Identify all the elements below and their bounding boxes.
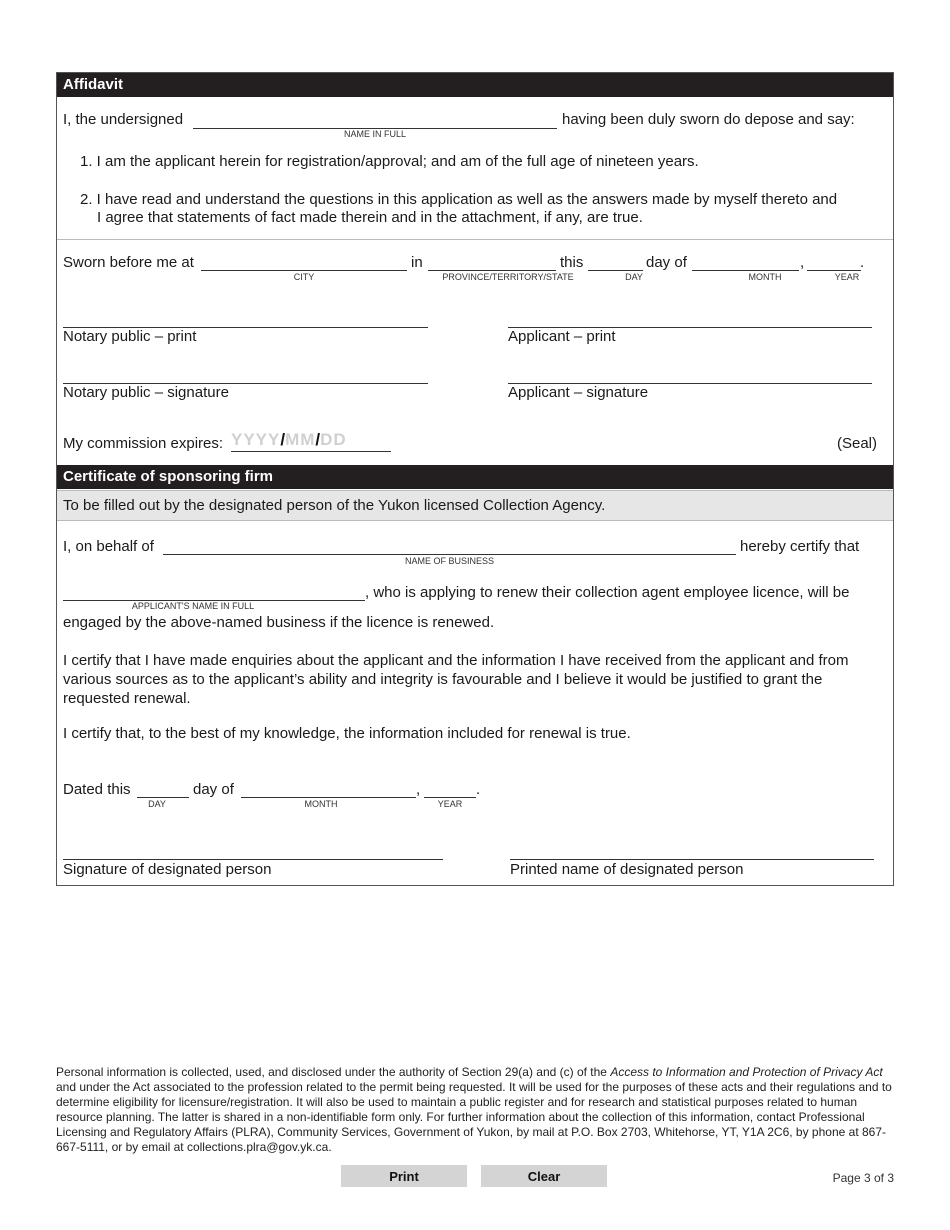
certificate-heading: Certificate of sponsoring firm — [57, 465, 893, 489]
clear-button[interactable]: Clear — [481, 1165, 607, 1187]
behalf-prefix: I, on behalf of — [63, 538, 154, 555]
city-caption: CITY — [293, 272, 315, 282]
behalf-suffix: hereby certify that — [740, 538, 860, 555]
sworn-comma: , — [800, 254, 805, 271]
sworn-day-caption: DAY — [625, 272, 643, 282]
applicant-suffix: , who is applying to renew their collection agent employee licence, will be — [365, 584, 850, 601]
dated-comma: , — [416, 781, 421, 798]
notary-signature-label: Notary public – signature — [63, 384, 229, 401]
section-divider — [57, 239, 893, 240]
sworn-year-field[interactable] — [807, 270, 861, 271]
business-name-field[interactable] — [163, 554, 736, 555]
instruction-bar — [57, 490, 893, 521]
dated-day-field[interactable] — [137, 797, 189, 798]
sworn-month-caption: MONTH — [748, 272, 782, 282]
province-field[interactable] — [428, 270, 556, 271]
commission-label: My commission expires: — [63, 435, 224, 452]
applicant-name-caption: APPLICANT'S NAME IN FULL — [131, 601, 255, 611]
print-button[interactable]: Print — [341, 1165, 467, 1187]
sworn-prefix: Sworn before me at — [63, 254, 194, 271]
applicant-signature-label: Applicant – signature — [508, 384, 649, 401]
affidavit-item-1: 1. I am the applicant herein for registration/approval; and am of the full age of nineteen years. — [80, 153, 699, 170]
date-slash: / — [315, 430, 321, 449]
dated-year-field[interactable] — [424, 797, 476, 798]
city-field[interactable] — [201, 270, 407, 271]
seal-label: (Seal) — [837, 435, 878, 452]
name-in-full-caption: NAME IN FULL — [343, 129, 406, 139]
commission-date-input[interactable] — [231, 430, 391, 452]
dated-month-field[interactable] — [241, 797, 416, 798]
designated-printed-name-label: Printed name of designated person — [510, 861, 744, 878]
dated-prefix: Dated this — [63, 781, 131, 798]
affidavit-heading: Affidavit — [57, 73, 893, 97]
date-slash: / — [280, 430, 286, 449]
undersigned-prefix: I, the undersigned — [63, 111, 184, 128]
knowledge-statement: I certify that, to the best of my knowledge, the information included for renewal is true. — [63, 725, 631, 742]
sworn-month-field[interactable] — [692, 270, 799, 271]
enquiries-paragraph: I certify that I have made enquiries about the applicant and the information I have received from the applicant and from various sources as to the applicant’s ability and integrity is favourable and I believe it would be justified to grant the requested renewal. — [63, 652, 849, 707]
dated-day-of: day of — [193, 781, 234, 798]
commission-mm-placeholder: MM — [285, 430, 316, 449]
dated-year-caption: YEAR — [437, 799, 463, 809]
sworn-day-field[interactable] — [588, 270, 643, 271]
instruction-text: To be filled out by the designated person of the Yukon licensed Collection Agency. — [63, 497, 606, 514]
sworn-period: . — [860, 254, 865, 271]
affidavit-item-2-line-2: I agree that statements of fact made therein and in the attachment, if any, are true. — [97, 209, 643, 226]
application-form — [56, 72, 894, 886]
commission-dd-placeholder: DD — [320, 430, 347, 449]
business-name-caption: NAME OF BUSINESS — [404, 556, 494, 566]
province-caption: PROVINCE/TERRITORY/STATE — [442, 272, 574, 282]
privacy-notice — [56, 1065, 896, 1155]
applicant-line-2: engaged by the above-named business if the licence is renewed. — [63, 614, 495, 631]
privacy-text-1: Personal information is collected, used, and disclosed under the authority of Section 29(a) and (c) of the — [56, 1065, 611, 1079]
privacy-text-2: and under the Act associated to the profession related to the permit being requested. It will be used for the purposes of these acts and their regulations and to determine eligibility for licensure/registration. It will also be used to maintain a public register and for research and statistical purposes related to human resource planning. The latter is shared in a non-identifiable form only. For further information about the collection of this information, contact Professional Licensing and Regulatory Affairs (PLRA), Community Services, Government of Yukon, by mail at P.O. Box 2703, Whitehorse, YT, Y1A 2C6, by phone at 867-667-5111, or by email at collections.plra@gov.yk.ca. — [56, 1080, 892, 1154]
commission-yyyy-placeholder: YYYY — [231, 430, 281, 449]
privacy-act-title: Access to Information and Protection of Privacy Act — [610, 1065, 883, 1079]
designated-signature-field[interactable] — [63, 859, 443, 860]
dated-day-caption: DAY — [148, 799, 166, 809]
dated-period: . — [476, 781, 481, 798]
sworn-this: this — [560, 254, 584, 271]
dated-month-caption: MONTH — [304, 799, 338, 809]
sworn-in: in — [411, 254, 423, 271]
notary-print-label: Notary public – print — [63, 328, 197, 345]
designated-signature-label: Signature of designated person — [63, 861, 272, 878]
page-number: Page 3 of 3 — [832, 1171, 894, 1185]
applicant-print-label: Applicant – print — [508, 328, 616, 345]
designated-printed-name-field[interactable] — [510, 859, 874, 860]
sworn-day-of: day of — [646, 254, 687, 271]
affidavit-item-2-line-1: 2. I have read and understand the questions in this application as well as the answers made by myself thereto and — [80, 191, 838, 208]
sworn-year-caption: YEAR — [834, 272, 860, 282]
undersigned-suffix: having been duly sworn do depose and say: — [562, 111, 855, 128]
